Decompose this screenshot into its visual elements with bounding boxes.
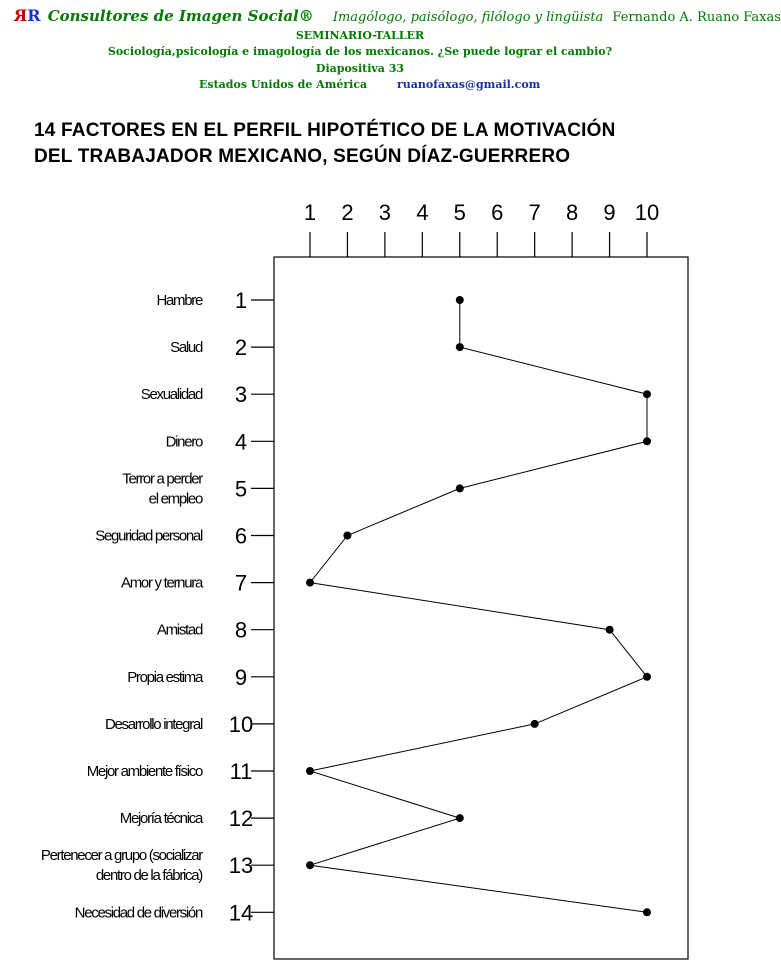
x-tick-label: 8 [565, 200, 579, 225]
data-point [456, 296, 464, 304]
data-point [456, 343, 464, 351]
factor-label: Dinero [165, 433, 202, 451]
data-point [306, 767, 314, 775]
email-link[interactable]: ruanofaxas@gmail.com [397, 78, 541, 91]
row-number: 3 [234, 382, 248, 408]
logo: RR [14, 6, 41, 25]
factor-label: Terror a perder [122, 470, 202, 488]
factor-label: Hambre [156, 292, 202, 309]
plot-frame [274, 257, 688, 959]
profile-points [306, 296, 651, 916]
chart-title-line-1: 14 FACTORES EN EL PERFIL HIPOTÉTICO DE LA MOTIVACIÓN [34, 120, 616, 141]
factor-label: Mejoría técnica [119, 810, 202, 828]
row-number: 9 [234, 664, 248, 690]
x-tick-label: 4 [416, 200, 429, 225]
data-point [456, 814, 464, 822]
profile-series-line [310, 300, 647, 912]
x-tick-label: 6 [491, 200, 504, 225]
row-number: 2 [234, 335, 248, 361]
row-number: 8 [234, 617, 248, 643]
country: Estados Unidos de América [199, 78, 368, 91]
factor-label: Salud [170, 339, 202, 357]
data-point [343, 532, 351, 540]
seminar-subtitle: Sociología,psicología e imagología de los mexicanos. ¿Se puede lograr el cambio? [107, 45, 613, 58]
x-tick-label: 5 [453, 200, 466, 225]
row-number: 1 [234, 288, 248, 313]
row-number: 4 [234, 429, 248, 455]
slide-number: Diapositiva 33 [315, 62, 405, 75]
row-number: 14 [228, 900, 254, 926]
data-point [643, 437, 651, 445]
author-name: Fernando A. Ruano Faxas [612, 10, 781, 25]
data-point [606, 626, 614, 634]
data-point [456, 484, 464, 492]
row-number: 13 [228, 853, 254, 879]
row-number: 6 [234, 523, 248, 549]
factor-label: Mejor ambiente físico [86, 763, 202, 780]
data-point [643, 673, 651, 681]
x-tick-label: 2 [341, 200, 354, 225]
factor-labels [41, 288, 274, 925]
data-point [531, 720, 539, 728]
factor-label: Desarrollo integral [104, 715, 202, 733]
row-number: 5 [234, 476, 248, 502]
x-tick-label: 9 [603, 200, 616, 225]
data-point [643, 390, 651, 398]
factor-label: Necesidad de diversión [74, 904, 202, 922]
x-tick-label: 1 [303, 200, 317, 225]
factor-label: dentro de la fábrica) [95, 867, 202, 885]
row-number: 7 [234, 570, 248, 596]
row-number: 10 [228, 711, 254, 737]
company-name: Consultores de Imagen Social® [47, 7, 314, 25]
factor-label: el empleo [148, 490, 202, 508]
factor-label: Seguridad personal [95, 527, 202, 545]
tagline: Imagólogo, paisólogo, filólogo y lingüista [332, 10, 604, 25]
x-axis [304, 200, 659, 257]
x-tick-label: 3 [378, 200, 392, 225]
data-point [306, 861, 314, 869]
factor-label: Amor y ternura [121, 574, 202, 592]
chart-title-line-2: DEL TRABAJADOR MEXICANO, SEGÚN DÍAZ-GUERRERO [34, 146, 571, 167]
factor-label: Sexualidad [140, 386, 202, 404]
x-tick-label: 7 [528, 200, 541, 225]
factor-label: Pertenecer a grupo (socializar [40, 847, 202, 865]
x-tick-label: 10 [634, 200, 660, 225]
row-number: 12 [228, 806, 254, 832]
factor-label: Propia estima [127, 668, 202, 686]
data-point [306, 579, 314, 587]
row-number: 11 [229, 759, 253, 784]
profile-line [310, 300, 647, 912]
seminar-label: SEMINARIO-TALLER [295, 29, 425, 42]
factor-label: Amistad [156, 621, 202, 639]
data-point [643, 908, 651, 916]
